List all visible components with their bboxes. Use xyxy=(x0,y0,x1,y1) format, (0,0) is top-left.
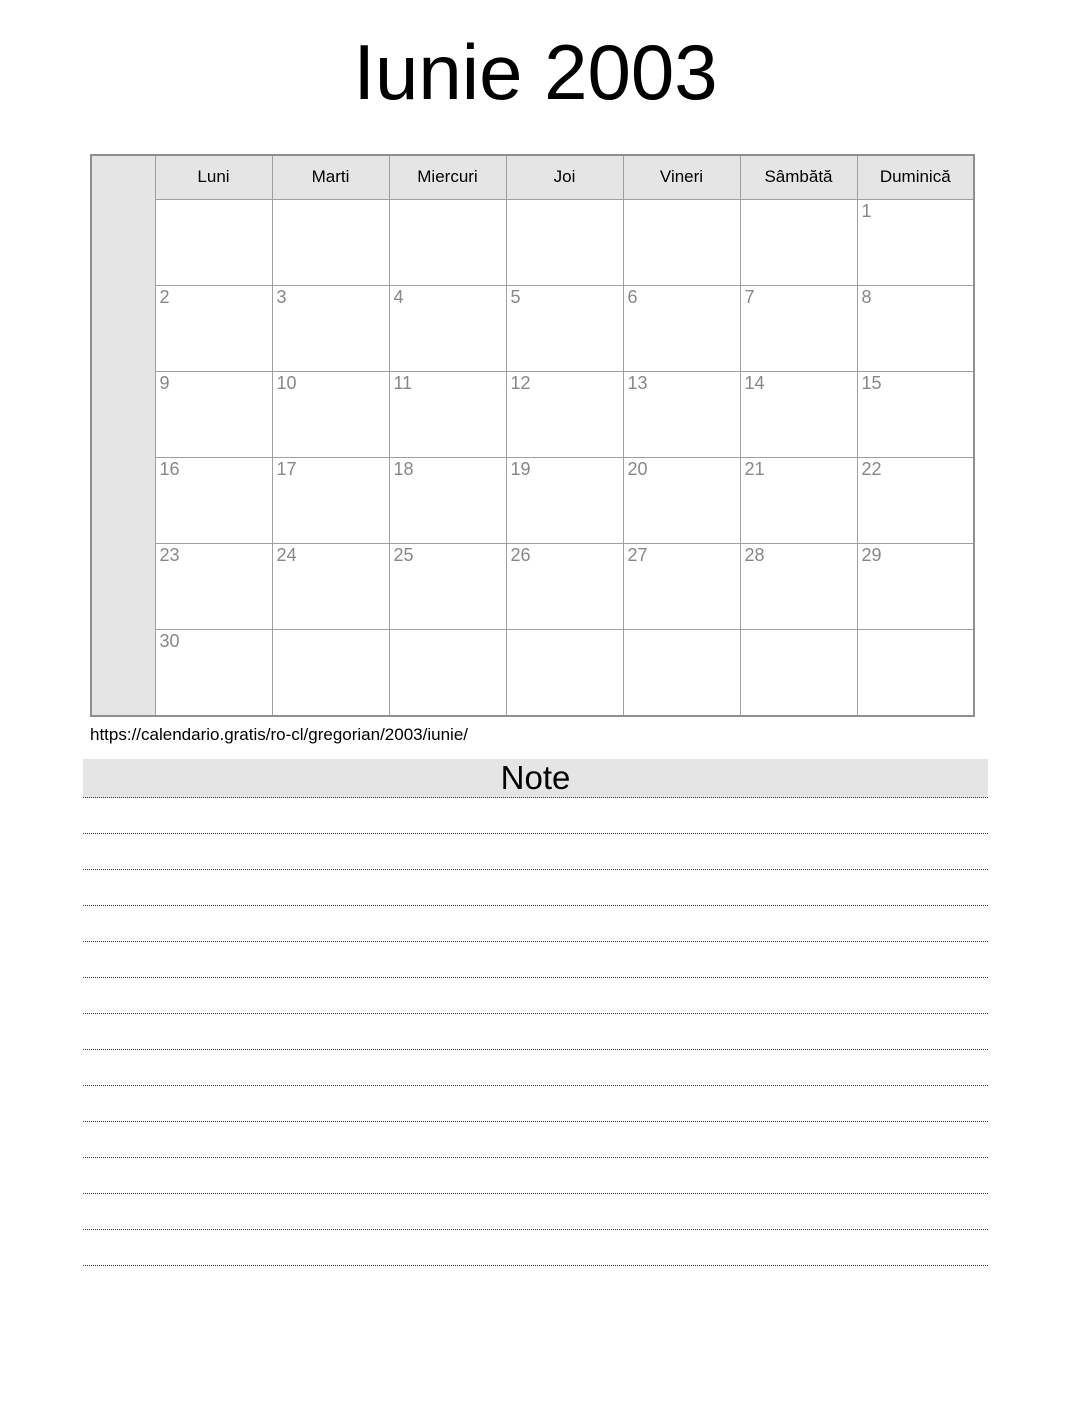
day-cell-23: 23 xyxy=(155,543,272,629)
notes-section xyxy=(83,759,988,1266)
day-cell-1: 1 xyxy=(857,199,974,285)
note-line xyxy=(83,942,988,978)
note-line xyxy=(83,798,988,834)
note-line xyxy=(83,1158,988,1194)
day-cell-15: 15 xyxy=(857,371,974,457)
calendar-section xyxy=(90,154,1071,717)
day-cell-11: 11 xyxy=(389,371,506,457)
day-cell xyxy=(623,629,740,716)
week-row-6 xyxy=(91,629,974,716)
day-cell-2: 2 xyxy=(155,285,272,371)
page-title: Iunie 2003 xyxy=(353,28,718,116)
day-cell-5: 5 xyxy=(506,285,623,371)
note-line xyxy=(83,1122,988,1158)
week-row-1 xyxy=(91,199,974,285)
note-line xyxy=(83,1050,988,1086)
day-cell xyxy=(506,629,623,716)
day-cell xyxy=(857,629,974,716)
day-cell-10: 10 xyxy=(272,371,389,457)
weekday-header-row xyxy=(91,155,974,200)
day-cell xyxy=(272,199,389,285)
weekday-header-marti: Marti xyxy=(272,155,389,200)
day-cell-18: 18 xyxy=(389,457,506,543)
weekday-header-luni: Luni xyxy=(155,155,272,200)
day-cell xyxy=(155,199,272,285)
note-line xyxy=(83,870,988,906)
note-line xyxy=(83,978,988,1014)
week-row-5 xyxy=(91,543,974,629)
day-cell-30: 30 xyxy=(155,629,272,716)
calendar-gutter xyxy=(91,155,155,716)
day-cell-25: 25 xyxy=(389,543,506,629)
note-line xyxy=(83,1194,988,1230)
week-row-3 xyxy=(91,371,974,457)
day-cell-27: 27 xyxy=(623,543,740,629)
weekday-header-sambata: Sâmbătă xyxy=(740,155,857,200)
day-cell-21: 21 xyxy=(740,457,857,543)
day-cell-19: 19 xyxy=(506,457,623,543)
day-cell-8: 8 xyxy=(857,285,974,371)
day-cell xyxy=(740,199,857,285)
weekday-header-joi: Joi xyxy=(506,155,623,200)
day-cell xyxy=(389,629,506,716)
calendar-table xyxy=(90,154,975,717)
day-cell xyxy=(506,199,623,285)
day-cell-9: 9 xyxy=(155,371,272,457)
day-cell-6: 6 xyxy=(623,285,740,371)
day-cell-4: 4 xyxy=(389,285,506,371)
day-cell xyxy=(740,629,857,716)
day-cell-29: 29 xyxy=(857,543,974,629)
note-line xyxy=(83,1086,988,1122)
day-cell-14: 14 xyxy=(740,371,857,457)
weekday-header-duminica: Duminică xyxy=(857,155,974,200)
note-line xyxy=(83,834,988,870)
day-cell xyxy=(389,199,506,285)
day-cell xyxy=(623,199,740,285)
weekday-header-miercuri: Miercuri xyxy=(389,155,506,200)
day-cell-26: 26 xyxy=(506,543,623,629)
day-cell-13: 13 xyxy=(623,371,740,457)
notes-header: Note xyxy=(83,759,988,798)
day-cell-22: 22 xyxy=(857,457,974,543)
week-row-2 xyxy=(91,285,974,371)
note-lines xyxy=(83,798,988,1266)
note-line xyxy=(83,1230,988,1266)
week-row-4 xyxy=(91,457,974,543)
source-url: https://calendario.gratis/ro-cl/gregorian/2003/iunie/ xyxy=(90,724,468,744)
day-cell-17: 17 xyxy=(272,457,389,543)
day-cell-7: 7 xyxy=(740,285,857,371)
day-cell-24: 24 xyxy=(272,543,389,629)
note-line xyxy=(83,906,988,942)
day-cell-12: 12 xyxy=(506,371,623,457)
day-cell-3: 3 xyxy=(272,285,389,371)
day-cell-28: 28 xyxy=(740,543,857,629)
day-cell-20: 20 xyxy=(623,457,740,543)
weekday-header-vineri: Vineri xyxy=(623,155,740,200)
day-cell xyxy=(272,629,389,716)
day-cell-16: 16 xyxy=(155,457,272,543)
note-line xyxy=(83,1014,988,1050)
